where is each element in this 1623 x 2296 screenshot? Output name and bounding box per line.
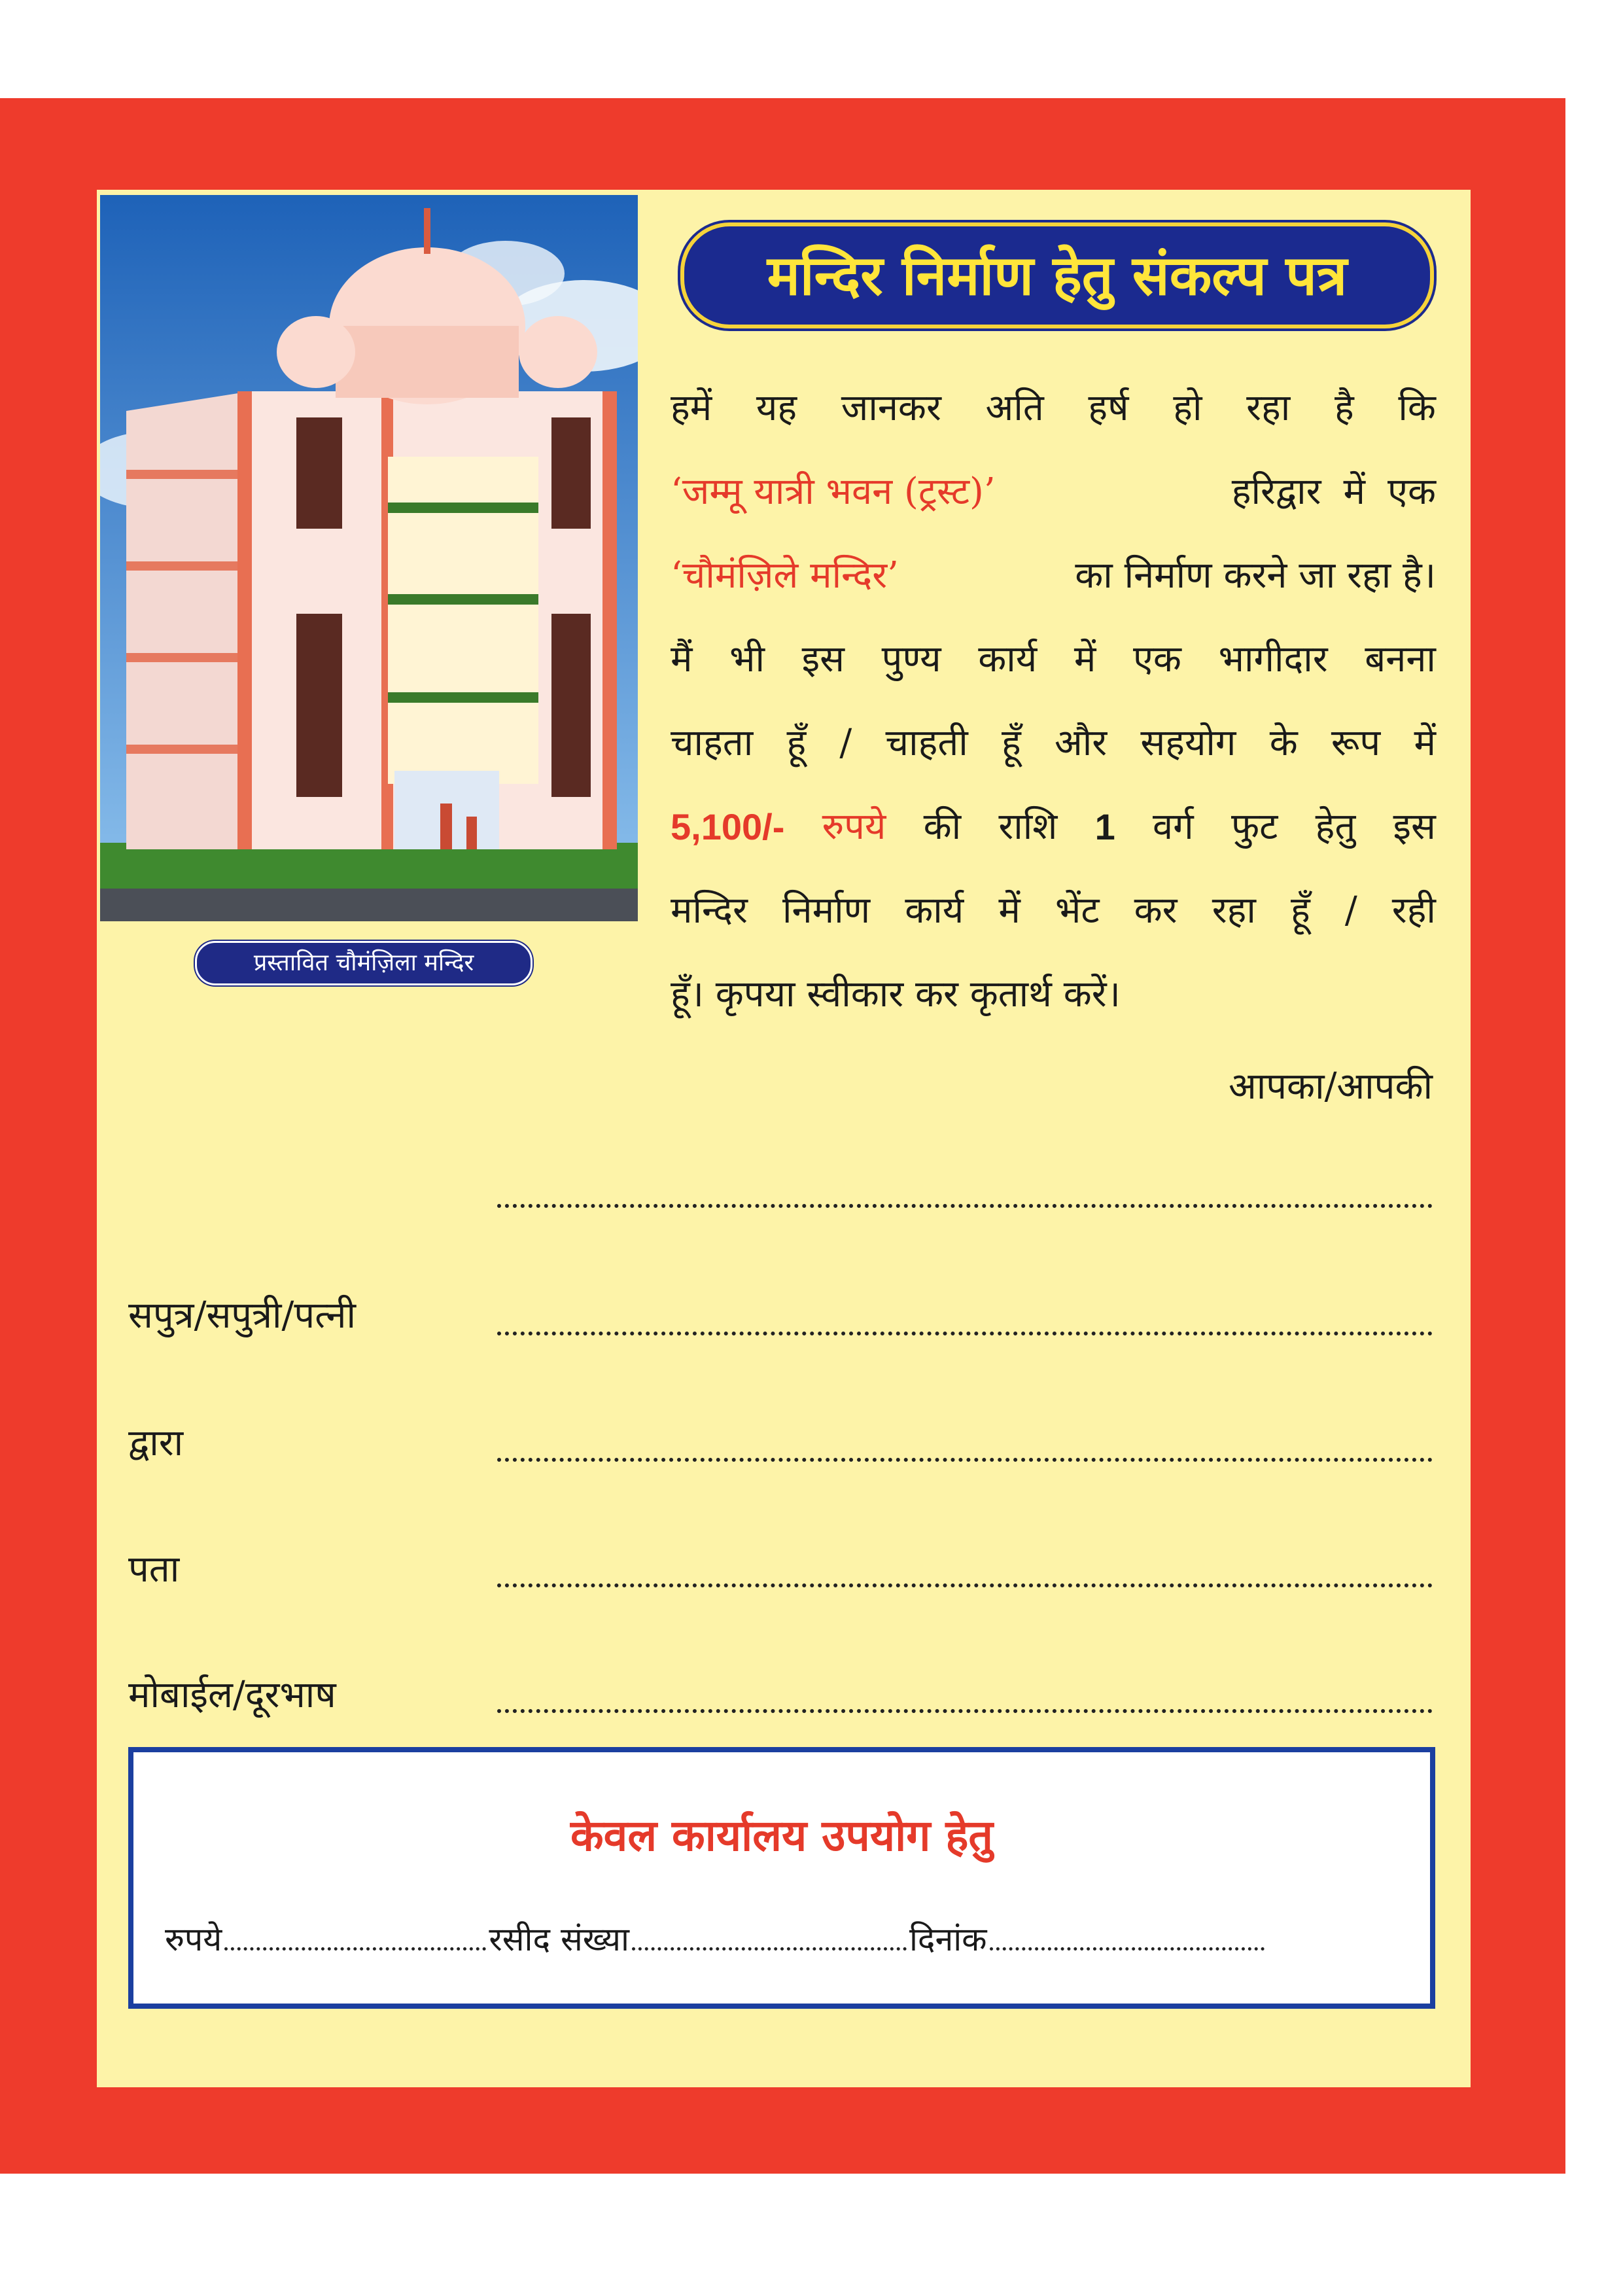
paragraph-word: भागीदार [1218, 638, 1328, 680]
rupees-label: रुपये [165, 1920, 222, 1958]
paragraph-word: फुट [1230, 805, 1278, 848]
paragraph-line-2 [671, 450, 1436, 534]
paragraph-word: इस [1393, 805, 1436, 848]
paragraph-word: और [1054, 722, 1108, 764]
paragraph-word: बनना [1365, 638, 1436, 680]
address-field[interactable] [497, 1583, 1433, 1587]
donation-amount: 5,100/- [671, 806, 785, 847]
paragraph-line-6 [671, 785, 1436, 869]
relation-field[interactable] [497, 1332, 1433, 1335]
trust-name: ‘जम्मू यात्री भवन (ट्रस्ट)’ [671, 470, 996, 513]
page-title: मन्दिर निर्माण हेतु संकल्प पत्र [680, 222, 1434, 328]
closing-salutation: आपका/आपकी [1229, 1065, 1433, 1108]
paragraph-word: की [923, 805, 962, 848]
date-field[interactable] [990, 1942, 1265, 1951]
pledge-paragraph [671, 366, 1436, 1036]
paragraph-word: कि [1398, 387, 1436, 429]
paragraph-word: इस [801, 638, 845, 680]
temple-image [100, 195, 638, 921]
receipt-number-field[interactable] [632, 1942, 907, 1951]
paragraph-word: हर्ष [1088, 387, 1129, 429]
phone-label: मोबाईल/दूरभाष [128, 1674, 336, 1716]
name-field[interactable] [497, 1204, 1433, 1208]
paragraph-word: मन्दिर [671, 889, 748, 932]
paragraph-word: कार्य [905, 889, 964, 932]
paragraph-word: रही [1391, 889, 1436, 932]
paragraph-text: हूँ। कृपया स्वीकार कर कृतार्थ करें। [671, 973, 1121, 1016]
office-use-row [165, 1916, 1267, 1960]
paragraph-line-5 [671, 701, 1436, 785]
paragraph-word: मैं [671, 638, 693, 680]
paragraph-word: में [1343, 470, 1366, 513]
rupees-field[interactable] [224, 1942, 486, 1951]
temple-name: ‘चौमंज़िले मन्दिर’ [671, 554, 899, 597]
paragraph-line-1 [671, 366, 1436, 450]
paragraph-word: / [1344, 889, 1357, 932]
paragraph-word: हरिद्वार [1231, 470, 1321, 513]
paragraph-word: राशि [998, 805, 1058, 848]
phone-field[interactable] [497, 1709, 1433, 1713]
through-field[interactable] [497, 1458, 1433, 1462]
paragraph-word: रहा [1212, 889, 1256, 932]
paragraph-word: हेतु [1315, 805, 1356, 848]
paragraph-word: हूँ [786, 722, 807, 764]
paragraph-word: पुण्य [881, 638, 941, 680]
paragraph-word: यह [756, 387, 797, 429]
picture-caption: प्रस्तावित चौमंज़िला मन्दिर [195, 941, 532, 985]
paragraph-word: चाहती [885, 722, 968, 764]
paragraph-word: हो [1173, 387, 1202, 429]
office-use-title: केवल कार्यालय उपयोग हेतु [570, 1810, 994, 1861]
paragraph-word: में [1414, 722, 1436, 764]
paragraph-word: रहा [1246, 387, 1291, 429]
paragraph-text: का निर्माण करने जा रहा है। [1075, 554, 1436, 597]
paragraph-line-7 [671, 869, 1436, 953]
paragraph-line-4 [671, 618, 1436, 701]
currency-word: रुपये [822, 805, 886, 848]
paragraph-word: एक [1387, 470, 1436, 513]
paragraph-word: अति [985, 387, 1044, 429]
paragraph-line-8 [671, 953, 1436, 1036]
paragraph-word: कार्य [978, 638, 1038, 680]
address-label: पता [128, 1548, 180, 1591]
paragraph-word: जानकर [841, 387, 941, 429]
office-use-box [128, 1747, 1435, 2009]
paragraph-word: निर्माण [782, 889, 871, 932]
paragraph-word: हूँ [1290, 889, 1310, 932]
paragraph-word: में [1073, 638, 1096, 680]
through-label: द्वारा [128, 1422, 184, 1464]
paragraph-word: चाहता [671, 722, 754, 764]
square-feet-count: 1 [1094, 806, 1115, 847]
receipt-number-label: रसीद संख्या [489, 1920, 629, 1958]
paragraph-word: एक [1132, 638, 1181, 680]
relation-label: सपुत्र/सपुत्री/पत्नी [128, 1294, 356, 1337]
paragraph-word: कर [1134, 889, 1178, 932]
date-label: दिनांक [909, 1920, 987, 1958]
paragraph-line-3 [671, 534, 1436, 618]
paragraph-word: हमें [671, 387, 712, 429]
paragraph-word: हूँ [1001, 722, 1021, 764]
temple-illustration [100, 195, 638, 921]
paragraph-word: सहयोग [1140, 722, 1236, 764]
paragraph-word: के [1269, 722, 1298, 764]
paragraph-word: / [839, 722, 852, 764]
paragraph-word: भी [729, 638, 765, 680]
paragraph-word: वर्ग [1153, 805, 1194, 848]
paragraph-word: भेंट [1055, 889, 1100, 932]
paragraph-word: रूप [1331, 722, 1381, 764]
paragraph-word: में [998, 889, 1021, 932]
paragraph-word: है [1334, 387, 1354, 429]
